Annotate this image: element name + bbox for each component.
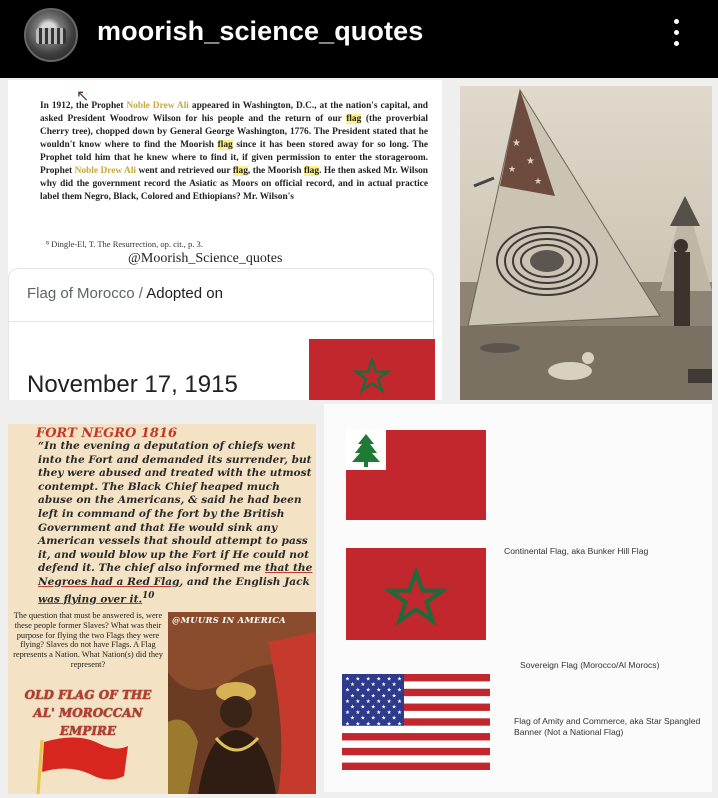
morocco-flag-thumbnail (309, 339, 435, 400)
search-result-card (8, 268, 434, 400)
flag-label-morocco: Sovereign Flag (Morocco/Al Morocs) (520, 660, 660, 670)
flag-label-us: Flag of Amity and Commerce, aka Star Spangled Banner (Not a National Flag) (514, 716, 701, 737)
flag-star-icon: ★ (397, 676, 402, 683)
flag-star-icon: ★ (376, 687, 382, 694)
search-result-title (27, 285, 223, 302)
flag-star-icon: ★ (370, 682, 376, 689)
excerpt-segment: flag (346, 114, 362, 124)
excerpt-segment: Noble Drew Ali (126, 101, 189, 111)
tipi-photograph (460, 86, 712, 400)
flag-star-icon: ★ (376, 710, 382, 717)
flag-star-icon: ★ (397, 698, 402, 705)
fort-negro-title: FORT NEGRO 1816 (36, 426, 178, 441)
excerpt-segment: went and retrieved our (136, 166, 233, 176)
flag-star-icon: ★ (365, 687, 371, 694)
book-excerpt-panel (8, 80, 442, 400)
flag-star-icon: ★ (381, 704, 387, 711)
flag-star-icon: ★ (345, 710, 350, 717)
flag-star-icon: ★ (365, 698, 371, 705)
excerpt-segment: . He then asked Mr. Wilson why did the government record the Asiatic as Moors on official record, and in actual practice label them Negro, Black, Colored and Ethiopians? Mr. Wilson's (40, 166, 428, 202)
divider (9, 321, 435, 322)
quote-underlined-2: was flying over it. (38, 593, 143, 606)
fort-negro-panel (8, 424, 316, 794)
post-image (0, 78, 718, 798)
flag-star-icon: ★ (355, 676, 361, 683)
flag-star-icon: ★ (350, 704, 355, 711)
flag-star-icon: ★ (391, 704, 397, 711)
excerpt-segment: Noble Drew Ali (74, 166, 137, 176)
morocco-flag (346, 548, 486, 640)
flag-stripe (342, 755, 490, 763)
cursor-arrow-icon: ↖ (76, 88, 90, 105)
search-result-topic[interactable]: Flag of Morocco (27, 285, 135, 302)
profile-avatar[interactable] (24, 8, 78, 62)
flag-label-continental: Continental Flag, aka Bunker Hill Flag (504, 546, 649, 556)
flag-star-icon: ★ (391, 693, 397, 700)
red-flag-illustration (28, 732, 148, 794)
flag-star-icon: ★ (345, 676, 350, 683)
flag-star-icon: ★ (391, 715, 397, 722)
quote-text-mid: , and the English Jack (179, 575, 310, 588)
flag-star-icon: ★ (345, 721, 350, 728)
excerpt-segment: (the proverbial Cherry tree), chopped down by General George Washington, 1776. The President stated that he wouldn't know where to find the Moorish (40, 114, 428, 150)
search-result-attribute: Adopted on (146, 285, 223, 302)
flag-star-icon: ★ (376, 721, 382, 728)
flag-star-icon: ★ (350, 715, 355, 722)
post-header (0, 0, 718, 78)
flag-star-icon: ★ (370, 693, 376, 700)
flag-star-icon: ★ (386, 710, 392, 717)
book-footnote: ⁸ Dingle-El, T. The Resurrection, op. cit., p. 3. (46, 239, 203, 249)
title-separator: / (134, 285, 147, 302)
excerpt-segment: flag (303, 166, 320, 176)
flag-star-icon: ★ (397, 710, 402, 717)
flag-star-icon: ★ (397, 687, 402, 694)
flag-star-icon: ★ (376, 676, 382, 683)
fort-negro-quote (38, 440, 314, 607)
flag-star-icon: ★ (365, 721, 371, 728)
svg-text:★: ★ (534, 176, 543, 186)
svg-text:★: ★ (526, 156, 535, 167)
flag-star-icon: ★ (360, 715, 366, 722)
flag-star-icon: ★ (365, 676, 371, 683)
flag-star-icon: ★ (355, 687, 361, 694)
flag-star-icon: ★ (345, 687, 350, 694)
flag-star-icon: ★ (370, 704, 376, 711)
flags-comparison-panel (324, 404, 712, 792)
flag-star-icon: ★ (386, 721, 392, 728)
flag-star-icon: ★ (360, 682, 366, 689)
flag-star-icon: ★ (386, 698, 392, 705)
question-text: The question that must be answered is, were these people former Slaves? What was their purpose for flying the two Flags they were flying? Slaves do not have Flags. A Flag represents a Nation. What Nation(s) did they represent? (13, 611, 163, 669)
flag-star-icon: ★ (381, 682, 387, 689)
pentagram-star-icon (356, 360, 388, 391)
flag-star-icon: ★ (370, 715, 376, 722)
moorish-king-painting (168, 612, 316, 794)
quote-text: “In the evening a deputation of chiefs went into the Fort and demanded its surrender, but they were abused and treated with the utmost contempt. The Black Chief heaped much abuse on the Americans, & said he had been left in command of the fort by the British Government and that He would sink any American vessels that should attempt to pass it, and would blow up the Fort if He could not defend it. The chief also informed me (38, 440, 312, 575)
excerpt-segment: flag (217, 140, 233, 150)
flag-star-icon: ★ (386, 676, 392, 683)
flag-star-icon: ★ (365, 710, 371, 717)
flag-stripe (342, 763, 490, 770)
watermark-text: @Moorish_Science_quotes (128, 251, 283, 266)
flag-star-icon: ★ (345, 698, 350, 705)
flag-star-icon: ★ (376, 698, 382, 705)
flag-stripe (342, 726, 490, 734)
more-options-icon[interactable] (669, 19, 683, 51)
flag-star-icon: ★ (355, 721, 361, 728)
book-excerpt-text (40, 100, 428, 204)
svg-text:★: ★ (508, 164, 517, 174)
quote-footnote: 10 (142, 590, 155, 601)
art-watermark: @MUURS IN AMERICA (172, 615, 286, 625)
flag-star-icon: ★ (381, 715, 387, 722)
flag-stripe (342, 733, 490, 741)
excerpt-segment: In 1912, the Prophet (40, 101, 127, 111)
flag-star-icon: ★ (391, 682, 397, 689)
username-link[interactable]: moorish_science_quotes (97, 16, 424, 46)
us-flag (342, 674, 490, 770)
flag-star-icon: ★ (350, 682, 355, 689)
flag-star-icon: ★ (397, 721, 402, 728)
old-flag-title-line1: OLD FLAG OF THE (24, 688, 152, 702)
flag-star-icon: ★ (355, 710, 361, 717)
old-flag-title-line2: AL' MOROCCAN EMPIRE (33, 706, 143, 738)
flag-star-icon: ★ (355, 698, 361, 705)
excerpt-segment: appeared in Washington, D.C., at the nation's capital, and asked President Woodrow Wilson for his people and the return of our (40, 101, 428, 124)
continental-flag (346, 430, 486, 520)
flag-star-icon: ★ (360, 693, 366, 700)
quote-underlined: that the Negroes had a Red Flag (38, 562, 313, 588)
excerpt-segment: , the Moorish (247, 166, 304, 176)
excerpt-segment: flag (232, 166, 248, 176)
adopted-date: November 17, 1915 (27, 371, 238, 398)
flag-stripe (342, 740, 490, 748)
svg-text:★: ★ (512, 138, 521, 149)
flag-star-icon: ★ (381, 693, 387, 700)
flag-star-icon: ★ (350, 693, 355, 700)
excerpt-segment: since it has been stored away for so long. The Prophet told him that he knew where to find it, if given permission to enter the storageroom. Prophet (40, 140, 428, 176)
flag-star-icon: ★ (360, 704, 366, 711)
flag-stripe (342, 748, 490, 756)
flag-star-icon: ★ (386, 687, 392, 694)
